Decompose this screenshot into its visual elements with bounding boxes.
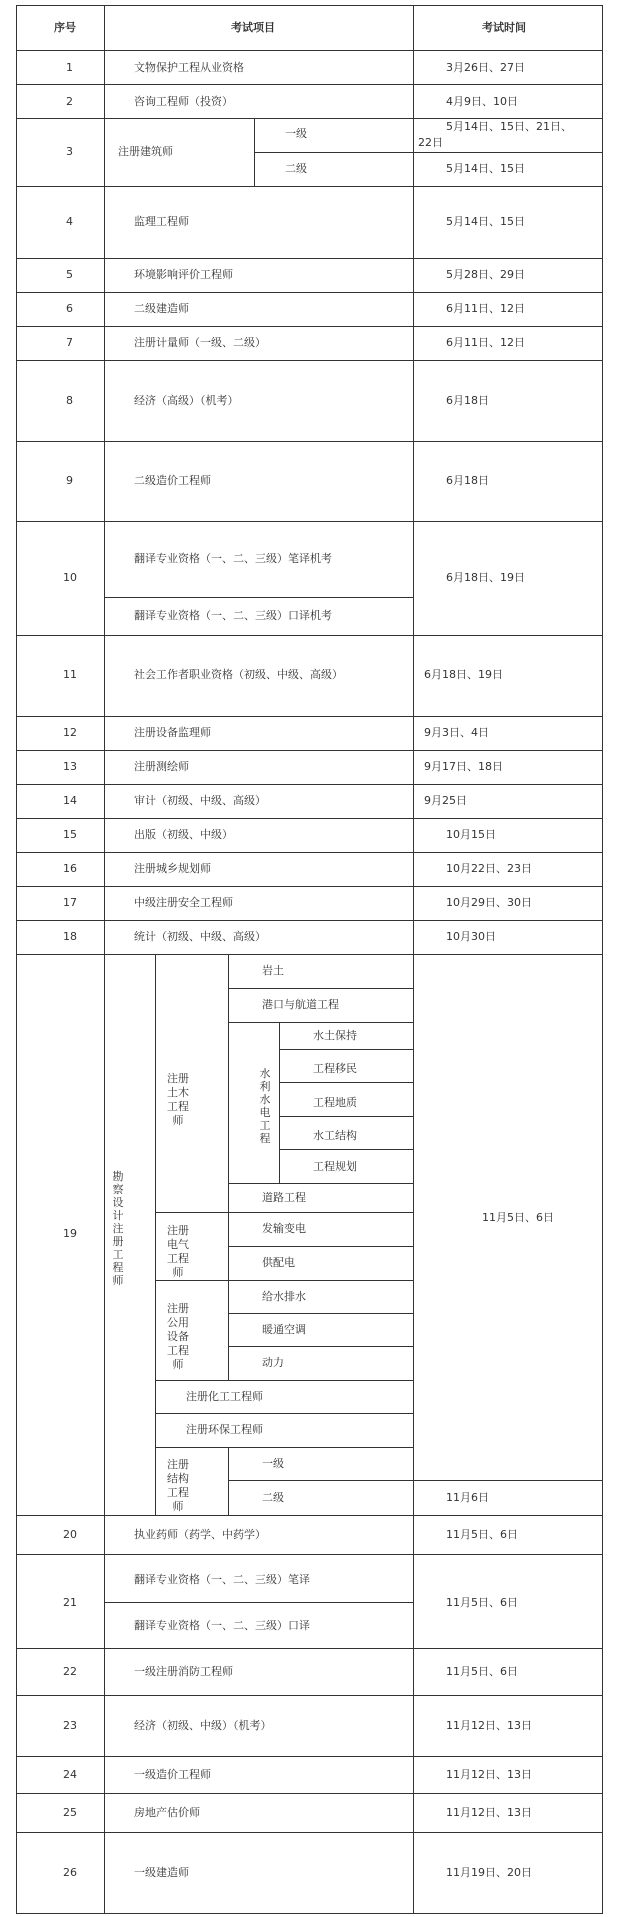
row-item: 翻译专业资格（一、二、三级）口译机考 bbox=[134, 609, 332, 622]
row-no: 15 bbox=[63, 828, 77, 841]
row-no: 20 bbox=[63, 1528, 77, 1541]
specialty: 道路工程 bbox=[262, 1191, 306, 1204]
group-label: 勘察设计注册工程师 bbox=[112, 1170, 124, 1287]
row-time: 10月30日 bbox=[446, 930, 496, 943]
row-no: 3 bbox=[66, 145, 73, 158]
row-item: 审计（初级、中级、高级） bbox=[134, 794, 266, 807]
row-item: 二级建造师 bbox=[134, 302, 189, 315]
header-no: 序号 bbox=[54, 21, 76, 34]
row-item: 二级造价工程师 bbox=[134, 474, 211, 487]
category-label: 注册结构工程师 bbox=[167, 1458, 189, 1513]
row-item: 翻译专业资格（一、二、三级）口译 bbox=[134, 1619, 310, 1632]
row-no: 18 bbox=[63, 930, 77, 943]
row-item: 社会工作者职业资格（初级、中级、高级） bbox=[134, 668, 343, 681]
row-time: 6月18日 bbox=[446, 474, 489, 487]
row-item: 注册设备监理师 bbox=[134, 726, 211, 739]
specialty: 二级 bbox=[262, 1491, 284, 1504]
row-item: 翻译专业资格（一、二、三级）笔译 bbox=[134, 1573, 310, 1586]
row-no: 22 bbox=[63, 1665, 77, 1678]
row-time: 11月12日、13日 bbox=[446, 1768, 532, 1781]
row-item: 注册测绘师 bbox=[134, 760, 189, 773]
row-item: 监理工程师 bbox=[134, 215, 189, 228]
row-time: 10月22日、23日 bbox=[446, 862, 532, 875]
row-no: 10 bbox=[63, 571, 77, 584]
header-time: 考试时间 bbox=[482, 21, 526, 34]
row-item: 一级注册消防工程师 bbox=[134, 1665, 233, 1678]
row-item: 经济（初级、中级）（机考） bbox=[134, 1719, 272, 1732]
row-no: 21 bbox=[63, 1596, 77, 1609]
row-time: 5月14日、15日 bbox=[446, 162, 525, 175]
row-time: 11月19日、20日 bbox=[446, 1866, 532, 1879]
row-time: 3月26日、27日 bbox=[446, 61, 525, 74]
row-time: 11月12日、13日 bbox=[446, 1719, 532, 1732]
row-no: 25 bbox=[63, 1806, 77, 1819]
row-time: 11月5日、6日 bbox=[446, 1665, 518, 1678]
row-no: 13 bbox=[63, 760, 77, 773]
row-time: 9月3日、4日 bbox=[424, 726, 489, 739]
category-label: 水利水电工程 bbox=[259, 1067, 271, 1145]
row-item: 一级造价工程师 bbox=[134, 1768, 211, 1781]
row-no: 11 bbox=[63, 668, 77, 681]
specialty: 发输变电 bbox=[262, 1222, 306, 1235]
category-label: 注册土木工程师 bbox=[167, 1072, 189, 1127]
row-subitem: 二级 bbox=[285, 162, 307, 175]
row-item: 翻译专业资格（一、二、三级）笔译机考 bbox=[134, 552, 332, 565]
row-no: 19 bbox=[63, 1227, 77, 1240]
row-item: 文物保护工程从业资格 bbox=[134, 61, 244, 74]
category-label: 注册公用设备工程师 bbox=[167, 1302, 189, 1371]
row-no: 24 bbox=[63, 1768, 77, 1781]
row-item: 出版（初级、中级） bbox=[134, 828, 233, 841]
specialty: 暖通空调 bbox=[262, 1323, 306, 1336]
row-no: 5 bbox=[66, 268, 73, 281]
row-time: 11月5日、6日 bbox=[482, 1211, 554, 1224]
row-time: 11月5日、6日 bbox=[446, 1596, 518, 1609]
category-label: 注册化工工程师 bbox=[186, 1390, 263, 1403]
specialty: 动力 bbox=[262, 1356, 284, 1369]
row-no: 16 bbox=[63, 862, 77, 875]
specialty: 工程地质 bbox=[313, 1096, 357, 1109]
row-time: 10月29日、30日 bbox=[446, 896, 532, 909]
row-time: 11月12日、13日 bbox=[446, 1806, 532, 1819]
specialty: 岩土 bbox=[262, 964, 284, 977]
row-time: 6月18日、19日 bbox=[446, 571, 525, 584]
category-label: 注册电气工程师 bbox=[167, 1224, 189, 1279]
row-item: 统计（初级、中级、高级） bbox=[134, 930, 266, 943]
row-time: 11月6日 bbox=[446, 1491, 489, 1504]
row-time: 6月11日、12日 bbox=[446, 302, 525, 315]
row-no: 1 bbox=[66, 61, 73, 74]
row-no: 26 bbox=[63, 1866, 77, 1879]
row-no: 23 bbox=[63, 1719, 77, 1732]
specialty: 港口与航道工程 bbox=[262, 998, 339, 1011]
row-time: 4月9日、10日 bbox=[446, 95, 518, 108]
row-subitem: 一级 bbox=[285, 127, 307, 140]
specialty: 水工结构 bbox=[313, 1129, 357, 1142]
row-item: 一级建造师 bbox=[134, 1866, 189, 1879]
row-item: 环境影响评价工程师 bbox=[134, 268, 233, 281]
row-item: 中级注册安全工程师 bbox=[134, 896, 233, 909]
row-item: 注册建筑师 bbox=[118, 145, 173, 158]
specialty: 工程规划 bbox=[313, 1160, 357, 1173]
row-time: 11月5日、6日 bbox=[446, 1528, 518, 1541]
specialty: 工程移民 bbox=[313, 1062, 357, 1075]
row-item: 咨询工程师（投资） bbox=[134, 95, 233, 108]
row-no: 9 bbox=[66, 474, 73, 487]
specialty: 一级 bbox=[262, 1457, 284, 1470]
row-no: 7 bbox=[66, 336, 73, 349]
header-item: 考试项目 bbox=[231, 21, 275, 34]
row-time: 6月11日、12日 bbox=[446, 336, 525, 349]
row-time: 10月15日 bbox=[446, 828, 496, 841]
row-item: 房地产估价师 bbox=[134, 1806, 200, 1819]
row-time: 9月17日、18日 bbox=[424, 760, 503, 773]
row-time-cont: 22日 bbox=[418, 136, 443, 149]
row-item: 经济（高级）（机考） bbox=[134, 394, 239, 407]
row-no: 2 bbox=[66, 95, 73, 108]
specialty: 给水排水 bbox=[262, 1290, 306, 1303]
row-item: 注册计量师（一级、二级） bbox=[134, 336, 266, 349]
row-no: 12 bbox=[63, 726, 77, 739]
row-item: 执业药师（药学、中药学） bbox=[134, 1528, 266, 1541]
row-time: 5月14日、15日 bbox=[446, 215, 525, 228]
row-no: 6 bbox=[66, 302, 73, 315]
row-no: 8 bbox=[66, 394, 73, 407]
row-time: 9月25日 bbox=[424, 794, 467, 807]
row-no: 17 bbox=[63, 896, 77, 909]
row-time: 5月14日、15日、21日、 bbox=[446, 120, 572, 133]
row-time: 6月18日、19日 bbox=[424, 668, 503, 681]
specialty: 供配电 bbox=[262, 1256, 295, 1269]
row-item: 注册城乡规划师 bbox=[134, 862, 211, 875]
row-time: 5月28日、29日 bbox=[446, 268, 525, 281]
row-time: 6月18日 bbox=[446, 394, 489, 407]
specialty: 水土保持 bbox=[313, 1029, 357, 1042]
category-label: 注册环保工程师 bbox=[186, 1423, 263, 1436]
row-no: 4 bbox=[66, 215, 73, 228]
row-no: 14 bbox=[63, 794, 77, 807]
